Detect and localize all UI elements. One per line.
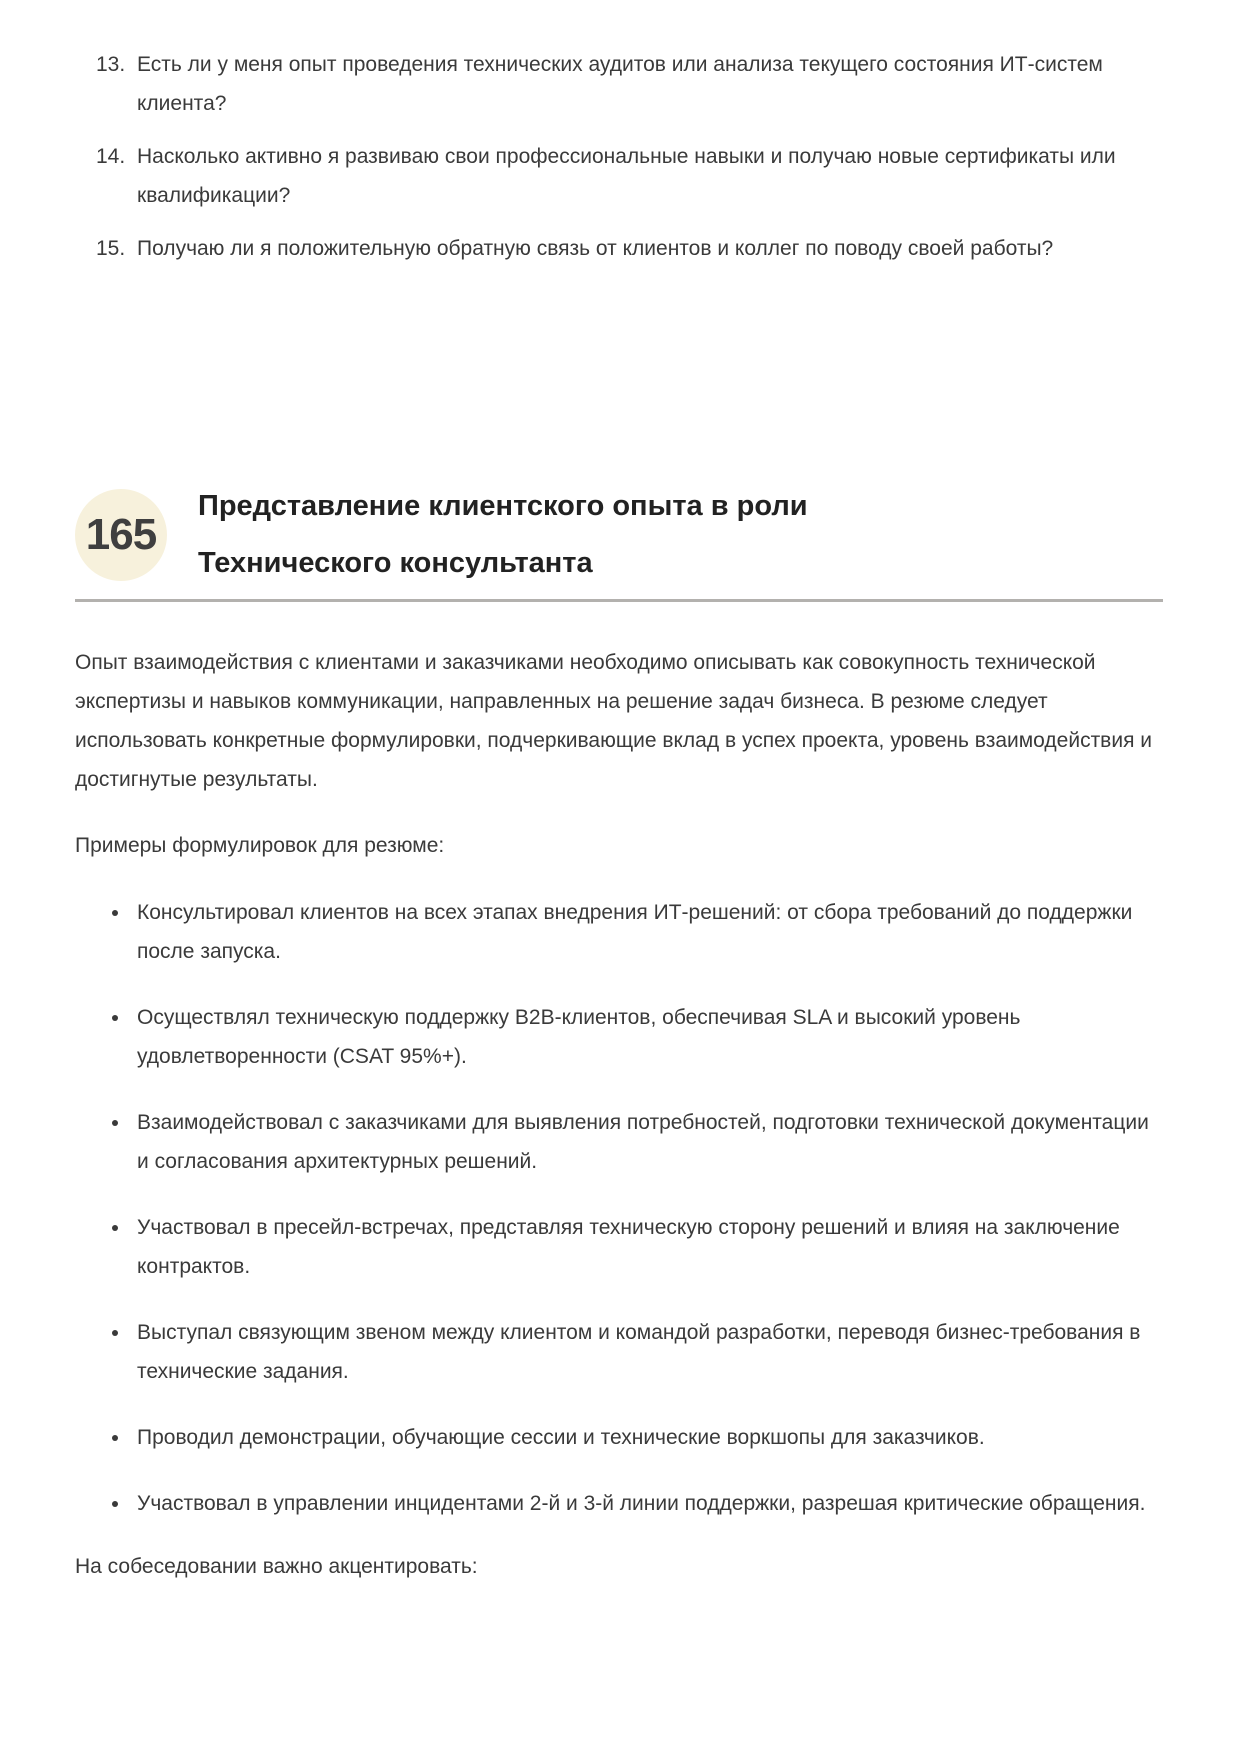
resume-example-item: • Выступал связующим звеном между клиентом и командой разработки, переводя бизнес-требования в технические задания. (131, 1313, 1163, 1391)
question-item-15: 15. Получаю ли я положительную обратную связь от клиентов и коллег по поводу своей работы? (131, 229, 1163, 268)
interview-heading: На собеседовании важно акцентировать: (75, 1555, 478, 1578)
resume-example-item: • Участвовал в пресейл-встречах, представляя техническую сторону решений и влияя на заключение контрактов. (131, 1208, 1163, 1286)
resume-example-item: • Участвовал в управлении инцидентами 2-й и 3-й линии поддержки, разрешая критические обращения. (131, 1484, 1163, 1523)
question-item-14: 14. Насколько активно я развиваю свои профессиональные навыки и получаю новые сертификаты или квалификации? (131, 137, 1163, 215)
resume-example-item: • Консультировал клиентов на всех этапах внедрения ИТ-решений: от сбора требований до поддержки после запуска. (131, 893, 1163, 971)
question-item-13: 13. Есть ли у меня опыт проведения технических аудитов или анализа текущего состояния ИТ-систем клиента? (131, 45, 1163, 123)
section-title: Представление клиентского опыта в роли Технического консультанта (198, 490, 808, 579)
document-page (75, 45, 1163, 1586)
section-number-badge: 165 (75, 489, 167, 581)
examples-heading: Примеры формулировок для резюме: (75, 834, 445, 857)
intro-paragraph: Опыт взаимодействия с клиентами и заказчиками необходимо описывать как совокупность технической экспертизы и навыков коммуникации, направленных на решение задач бизнеса. В резюме следует использовать конкретные формулировки, подчеркивающие вклад в успех проекта, уровень взаимодействия и достигнутые результаты. (75, 651, 1153, 791)
self-check-questions-list (75, 45, 1163, 268)
resume-example-item: • Проводил демонстрации, обучающие сессии и технические воркшопы для заказчиков. (131, 1418, 1163, 1457)
resume-examples-list (75, 893, 1163, 1523)
section-header (75, 478, 1163, 592)
section-divider (75, 599, 1163, 602)
resume-example-item: • Осуществлял техническую поддержку B2B-клиентов, обеспечивая SLA и высокий уровень удовлетворенности (CSAT 95%+). (131, 998, 1163, 1076)
resume-example-item: • Взаимодействовал с заказчиками для выявления потребностей, подготовки технической документации и согласования архитектурных решений. (131, 1103, 1163, 1181)
